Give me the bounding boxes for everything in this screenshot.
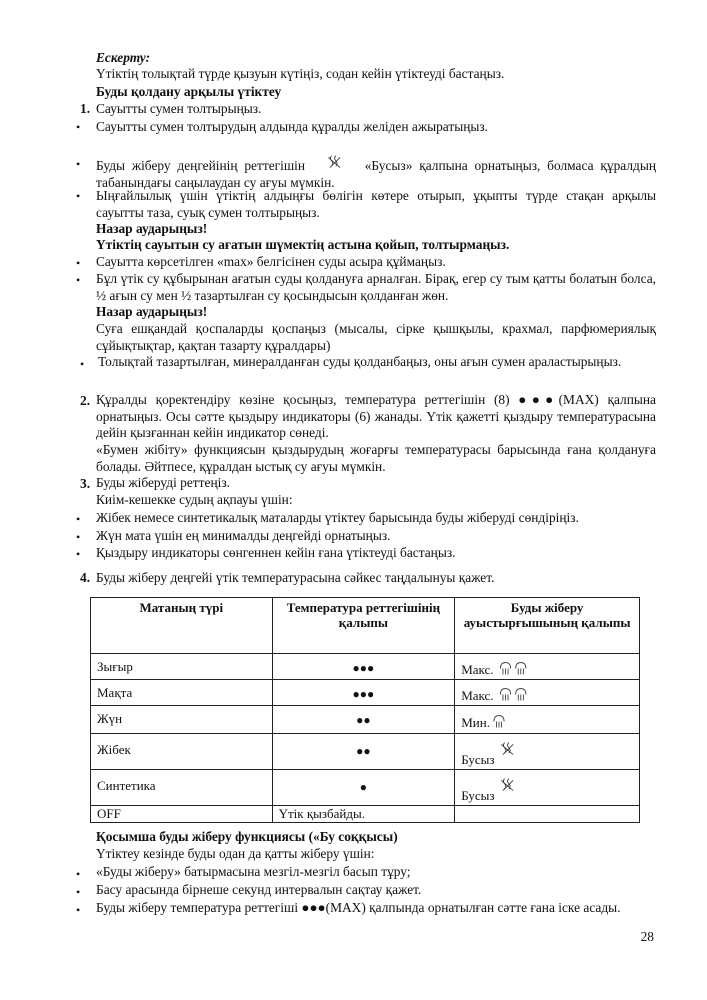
bullet: •: [76, 273, 81, 287]
bullet-text: Буды жіберу температура реттегіші ●●●(MAX) қалпында орнатылған сәтте ғана іске асады.: [96, 900, 621, 915]
steam-max-icon: [494, 686, 534, 703]
fabric-cell: Мақта: [91, 680, 273, 706]
steam-label: Бусыз: [461, 788, 495, 803]
steam-cell: [455, 680, 640, 706]
no-steam-icon: [499, 741, 517, 758]
table-row: [91, 770, 640, 806]
attention-heading: Назар аударыңыз!: [96, 221, 208, 236]
steam-label: Мин.: [461, 715, 490, 730]
table-row: [91, 680, 640, 706]
bullet-text: Ыңғайлылық үшін үтіктің алдыңғы бөлігін көтере отырып, ұқыпты түрде стақан арқылы сауытты таза, суық сумен толтырыңыз.: [96, 188, 656, 220]
step-number: 3.: [80, 476, 91, 491]
steam-label: Бусыз: [461, 752, 495, 767]
bullet: •: [76, 512, 81, 526]
bullet: •: [76, 256, 81, 270]
bullet-text: Сауытта көрсетілген «max» белгісінен суды асыра құймаңыз.: [96, 254, 446, 269]
table-header: Матаның түрі: [91, 598, 273, 654]
table-row: [91, 654, 640, 680]
bullet-text: Жүн мата үшін ең минималды деңгейді орнатыңыз.: [96, 528, 391, 543]
extra-sub: Үтіктеу кезінде буды одан да қатты жіберу үшін:: [96, 846, 375, 861]
table-header-row: [91, 598, 640, 654]
attention-text: Үтіктің сауытын су ағатын шүмектің астына қойып, толтырмаңыз.: [96, 237, 510, 252]
temp-cell: ●●: [272, 734, 455, 770]
note-text: Үтіктің толықтай түрде қызуын күтіңіз, содан кейін үтіктеуді бастаңыз.: [96, 66, 505, 81]
temp-cell: ●●●: [272, 680, 455, 706]
no-steam-icon: [499, 777, 517, 794]
step2-text-a: Құралды қоректендіру көзіне қосыңыз, температура реттегішін (8) ●●●(MAX) қалпына орнатыңыз. Осы сәтте қыздыру индикаторы (6) жанады. Үтік қажетті қыздыру температурасына дейін қызғаннан кейін индикатор сөнеді.: [96, 392, 656, 440]
bullet: •: [76, 157, 81, 171]
table-row: [91, 706, 640, 734]
page-number: 28: [640, 929, 654, 944]
step3-title: Буды жіберуді реттеңіз.: [96, 475, 230, 490]
temp-cell: ●: [272, 770, 455, 806]
steam-min-icon: [490, 713, 508, 730]
steam-cell: [455, 806, 640, 823]
bullet: •: [76, 903, 81, 917]
step-number: 1.: [80, 101, 91, 116]
no-steam-icon: [326, 154, 344, 171]
bullet-text-steam-regulator: Буды жіберу деңгейінің реттегішін «Бусыз» қалпына орнатыңыз, болмаса құралдың табанындағы саңылаудан су ағуы мүмкін.: [96, 154, 656, 191]
temp-cell: Үтік қызбайды.: [272, 806, 455, 823]
steam-settings-table: [90, 597, 640, 823]
bullet-text: Толықтай тазартылған, минералданған суды қолданбаңыз, оны ағын сумен араластырыңыз.: [98, 354, 622, 369]
temp-cell: ●●: [272, 706, 455, 734]
step4-text: Буды жіберу деңгейі үтік температурасына сәйкес таңдалынуы қажет.: [96, 570, 495, 585]
bullet-text: «Буды жіберу» батырмасына мезгіл-мезгіл басып тұру;: [96, 864, 411, 879]
step2-text-b: «Бумен жібіту» функциясын қыздырудың жоғарғы температурасы барысында ғана қолдануға болады. Әйтпесе, құралдан ыстық су ағуы мүмкін.: [96, 442, 656, 474]
bullet: •: [80, 357, 85, 371]
temp-cell: ●●●: [272, 654, 455, 680]
bullet: •: [76, 120, 81, 134]
step3-sub: Киім-кешекке судың ақпауы үшін:: [96, 492, 293, 507]
bullet-text: Қыздыру индикаторы сөнгеннен кейін ғана үтіктеуді бастаңыз.: [96, 545, 456, 560]
step1-text: Сауытты сумен толтырыңыз.: [96, 101, 262, 116]
steam-cell: [455, 706, 640, 734]
fabric-cell: Жүн: [91, 706, 273, 734]
fabric-cell: OFF: [91, 806, 273, 823]
table-row: [91, 806, 640, 823]
bullet-text: Жібек немесе синтетикалық маталарды үтіктеу барысында буды жіберуді сөндіріңіз.: [96, 510, 579, 525]
bullet: •: [76, 530, 81, 544]
bullet-text: Сауытты сумен толтырудың алдында құралды желіден ажыратыңыз.: [96, 119, 489, 134]
attention-heading: Назар аударыңыз!: [96, 304, 208, 319]
fabric-cell: Зығыр: [91, 654, 273, 680]
table-header: Температура реттегішінің қалыпы: [272, 598, 455, 654]
section-heading: Буды қолдану арқылы үтіктеу: [96, 84, 282, 99]
steam-label: Макс.: [461, 662, 494, 677]
step-number: 2.: [80, 393, 91, 408]
bullet-text: Бұл үтік су құбырынан ағатын суды қолдануға арналған. Бірақ, егер су тым қатты болатын болса, ½ ағын су мен ½ тазартылған су қосындысын қолданған жөн.: [96, 271, 656, 303]
step-number: 4.: [80, 570, 91, 585]
steam-max-icon: [494, 660, 534, 677]
fabric-cell: Жібек: [91, 734, 273, 770]
table-row: [91, 734, 640, 770]
bullet: •: [76, 867, 81, 881]
bullet: •: [76, 885, 81, 899]
bullet-text: Басу арасында бірнеше секунд интервалын сақтау қажет.: [96, 882, 422, 897]
note-title: Ескерту:: [96, 50, 151, 65]
table-header: Буды жіберу ауыстырғышының қалыпы: [455, 598, 640, 654]
steam-cell: [455, 734, 640, 770]
steam-label: Макс.: [461, 688, 494, 703]
bullet: •: [76, 189, 81, 203]
extra-heading: Қосымша буды жіберу функциясы («Бу соққысы): [96, 829, 398, 844]
fabric-cell: Синтетика: [91, 770, 273, 806]
steam-cell: [455, 770, 640, 806]
steam-cell: [455, 654, 640, 680]
attention-text: Суға ешқандай қоспаларды қоспаңыз (мысалы, сірке қышқылы, крахмал, парфюмериялық сұйықтықтар, қақтан тазарту құралдары): [96, 321, 656, 353]
bullet: •: [76, 547, 81, 561]
